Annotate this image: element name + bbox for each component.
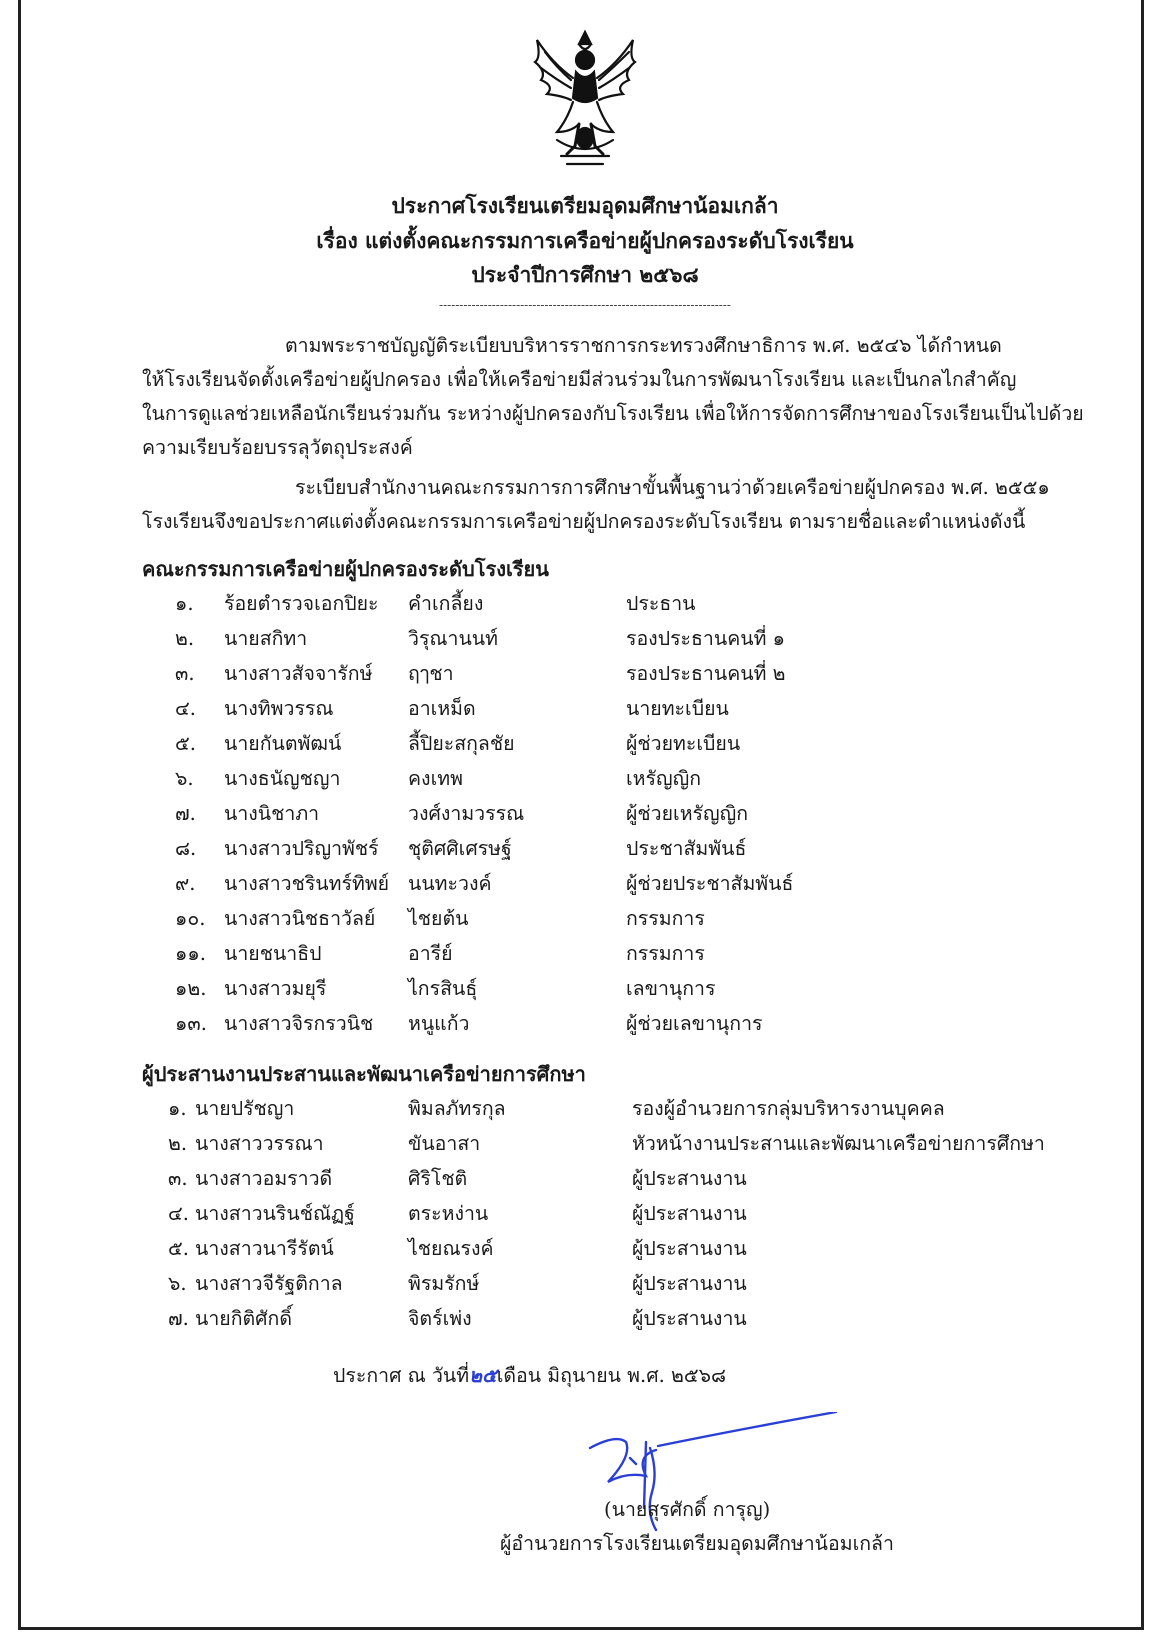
coordinator-last-name: ตระหง่าน: [408, 1202, 489, 1225]
committee-row: [0, 903, 1170, 937]
coordinator-first-name: นายกิติศักดิ์: [195, 1307, 293, 1330]
member-first-name: นางสาวนิชธาวัลย์: [224, 907, 376, 930]
garuda-emblem-icon: [527, 28, 643, 170]
coordinator-role: ผู้ประสานงาน: [632, 1237, 747, 1260]
member-last-name: ชุติศศิเศรษฐ์: [408, 837, 512, 860]
separator-line: ------------------------------------------------------------------------: [439, 298, 731, 312]
member-first-name: ร้อยตำรวจเอกปิยะ: [224, 592, 379, 615]
member-role: เหรัญญิก: [626, 767, 702, 790]
intro-p1-line2: ให้โรงเรียนจัดตั้งเครือข่ายผู้ปกครอง เพื่อให้เครือข่ายมีส่วนร่วมในการพัฒนาโรงเรียน และเป็นกลไกสำคัญ: [142, 368, 1017, 391]
coordinator-number: ๔.: [168, 1202, 189, 1225]
coordinator-row: [0, 1303, 1170, 1337]
member-number: ๗.: [175, 802, 196, 825]
member-role: รองประธานคนที่ ๑: [626, 627, 786, 650]
intro-p2-line1: ระเบียบสำนักงานคณะกรรมการการศึกษาขั้นพื้นฐานว่าด้วยเครือข่ายผู้ปกครอง พ.ศ. ๒๕๕๑: [295, 476, 1050, 499]
member-first-name: นางสาวชรินทร์ทิพย์: [224, 872, 390, 895]
coordinator-role: ผู้ประสานงาน: [632, 1307, 747, 1330]
coordinator-row: [0, 1233, 1170, 1267]
member-role: ประธาน: [626, 592, 696, 615]
coordinator-role: ผู้ประสานงาน: [632, 1272, 747, 1295]
member-role: ผู้ช่วยทะเบียน: [626, 732, 741, 755]
member-last-name: ไชยต้น: [408, 907, 469, 930]
member-number: ๑.: [175, 592, 194, 615]
member-last-name: คำเกลี้ยง: [408, 592, 484, 615]
member-first-name: นางธนัญชญา: [224, 767, 341, 790]
coordinator-last-name: พิมลภัทรกุล: [408, 1097, 506, 1120]
member-last-name: วงศ์งามวรรณ: [408, 802, 525, 825]
coordinator-first-name: นางสาวนารีรัตน์: [195, 1237, 334, 1260]
committee-row: [0, 728, 1170, 762]
member-number: ๒.: [175, 627, 195, 650]
committee-row: [0, 588, 1170, 622]
coordinator-first-name: นางสาวจีรัฐติกาล: [195, 1272, 343, 1295]
member-first-name: นางทิพวรรณ: [224, 697, 334, 720]
coordinator-first-name: นางสาววรรณา: [195, 1132, 324, 1155]
member-number: ๑๐.: [175, 907, 206, 930]
member-role: รองประธานคนที่ ๒: [626, 662, 786, 685]
member-first-name: นายชนาธิป: [224, 942, 322, 965]
member-last-name: อาเหม็ด: [408, 697, 476, 720]
coordinator-role: ผู้ประสานงาน: [632, 1202, 747, 1225]
member-last-name: อารีย์: [408, 942, 453, 965]
committee-row: [0, 833, 1170, 867]
member-first-name: นายสกิทา: [224, 627, 308, 650]
intro-p2-line2: โรงเรียนจึงขอประกาศแต่งตั้งคณะกรรมการเครือข่ายผู้ปกครองระดับโรงเรียน ตามรายชื่อและตำแหน่งดังนี้: [142, 510, 1026, 533]
committee-row: [0, 973, 1170, 1007]
coordinators-heading: ผู้ประสานงานประสานและพัฒนาเครือข่ายการศึกษา: [142, 1062, 586, 1086]
member-number: ๖.: [175, 767, 194, 790]
member-role: เลขานุการ: [626, 977, 716, 1000]
coordinator-first-name: นายปรัชญา: [195, 1097, 295, 1120]
committee-row: [0, 763, 1170, 797]
announcement-subject: เรื่อง แต่งตั้งคณะกรรมการเครือข่ายผู้ปกครองระดับโรงเรียน: [316, 228, 854, 253]
committee-row: [0, 798, 1170, 832]
member-last-name: คงเทพ: [408, 767, 463, 790]
coordinator-first-name: นางสาวนรินช์ณัฏฐ์: [195, 1202, 355, 1225]
announcement-title: ประกาศโรงเรียนเตรียมอุดมศึกษาน้อมเกล้า: [391, 193, 779, 218]
signer-name: (นายสุรศักดิ์ การุญ): [604, 1498, 771, 1521]
committee-row: [0, 693, 1170, 727]
member-last-name: นนทะวงค์: [408, 872, 492, 895]
announcement-date: [333, 1360, 726, 1391]
date-prefix: ประกาศ ณ วันที่: [333, 1364, 470, 1387]
member-number: ๙.: [175, 872, 196, 895]
member-number: ๕.: [175, 732, 196, 755]
member-last-name: ไกรสินธุ์: [408, 977, 478, 1000]
coordinator-number: ๖.: [168, 1272, 187, 1295]
member-first-name: นางสาวปริญาพัชร์: [224, 837, 379, 860]
member-last-name: วิรุณานนท์: [408, 627, 498, 650]
coordinator-row: [0, 1268, 1170, 1302]
coordinator-role: รองผู้อำนวยการกลุ่มบริหารงานบุคคล: [632, 1097, 945, 1120]
coordinator-last-name: จิตร์เพ่ง: [408, 1307, 472, 1330]
committee-row: [0, 868, 1170, 902]
member-first-name: นางสาวจิรกรวนิช: [224, 1012, 374, 1035]
member-last-name: หนูแก้ว: [408, 1012, 470, 1035]
coordinator-number: ๓.: [168, 1167, 188, 1190]
member-number: ๑๓.: [175, 1012, 207, 1035]
coordinator-row: [0, 1198, 1170, 1232]
coordinator-number: ๒.: [168, 1132, 188, 1155]
date-suffix: เดือน มิถุนายน พ.ศ. ๒๕๖๘: [496, 1364, 727, 1387]
member-role: ผู้ช่วยประชาสัมพันธ์: [626, 872, 794, 895]
coordinator-number: ๑.: [168, 1097, 187, 1120]
member-role: ผู้ช่วยเลขานุการ: [626, 1012, 763, 1035]
intro-p1-line1: ตามพระราชบัญญัติระเบียบบริหารราชการกระทรวงศึกษาธิการ พ.ศ. ๒๕๔๖ ได้กำหนด: [285, 334, 1002, 357]
coordinator-number: ๗.: [168, 1307, 189, 1330]
coordinator-last-name: ไชยณรงค์: [408, 1237, 494, 1260]
member-number: ๘.: [175, 837, 197, 860]
academic-year: ประจำปีการศึกษา ๒๕๖๘: [471, 262, 699, 287]
coordinator-number: ๕.: [168, 1237, 189, 1260]
coordinator-role: หัวหน้างานประสานและพัฒนาเครือข่ายการศึกษา: [632, 1132, 1045, 1155]
member-role: นายทะเบียน: [626, 697, 729, 720]
committee-row: [0, 623, 1170, 657]
member-role: กรรมการ: [626, 907, 705, 930]
coordinator-row: [0, 1163, 1170, 1197]
member-first-name: นางนิชาภา: [224, 802, 320, 825]
member-number: ๔.: [175, 697, 196, 720]
coordinator-last-name: ขันอาสา: [408, 1132, 481, 1155]
member-number: ๑๒.: [175, 977, 207, 1000]
coordinator-last-name: ศิริโชติ: [408, 1167, 468, 1190]
member-role: กรรมการ: [626, 942, 705, 965]
member-number: ๑๑.: [175, 942, 206, 965]
intro-p1-line3: ในการดูแลช่วยเหลือนักเรียนร่วมกัน ระหว่างผู้ปกครองกับโรงเรียน เพื่อให้การจัดการศึกษาของโรงเรียนเป็นไปด้วย: [142, 402, 1084, 425]
member-first-name: นายกันตพัฒน์: [224, 732, 342, 755]
committee-row: [0, 658, 1170, 692]
member-role: ผู้ช่วยเหรัญญิก: [626, 802, 749, 825]
coordinator-last-name: พิรมรักษ์: [408, 1272, 480, 1295]
coordinator-role: ผู้ประสานงาน: [632, 1167, 747, 1190]
signer-title: ผู้อำนวยการโรงเรียนเตรียมอุดมศึกษาน้อมเกล้า: [500, 1532, 894, 1555]
coordinator-row: [0, 1093, 1170, 1127]
member-number: ๓.: [175, 662, 195, 685]
member-last-name: ลี้ปิยะสกุลชัย: [408, 732, 515, 755]
coordinator-first-name: นางสาวอมราวดี: [195, 1167, 333, 1190]
coordinator-row: [0, 1128, 1170, 1162]
committee-row: [0, 1008, 1170, 1042]
member-first-name: นางสาวมยุรี: [224, 977, 327, 1000]
date-day: ๒๕: [469, 1364, 497, 1387]
intro-p1-line4: ความเรียบร้อยบรรลุวัตถุประสงค์: [142, 436, 413, 459]
member-role: ประชาสัมพันธ์: [626, 837, 747, 860]
member-last-name: ฤๅชา: [408, 662, 454, 685]
member-first-name: นางสาวสัจจารักษ์: [224, 662, 373, 685]
committee-heading: คณะกรรมการเครือข่ายผู้ปกครองระดับโรงเรียน: [142, 557, 549, 581]
committee-row: [0, 938, 1170, 972]
